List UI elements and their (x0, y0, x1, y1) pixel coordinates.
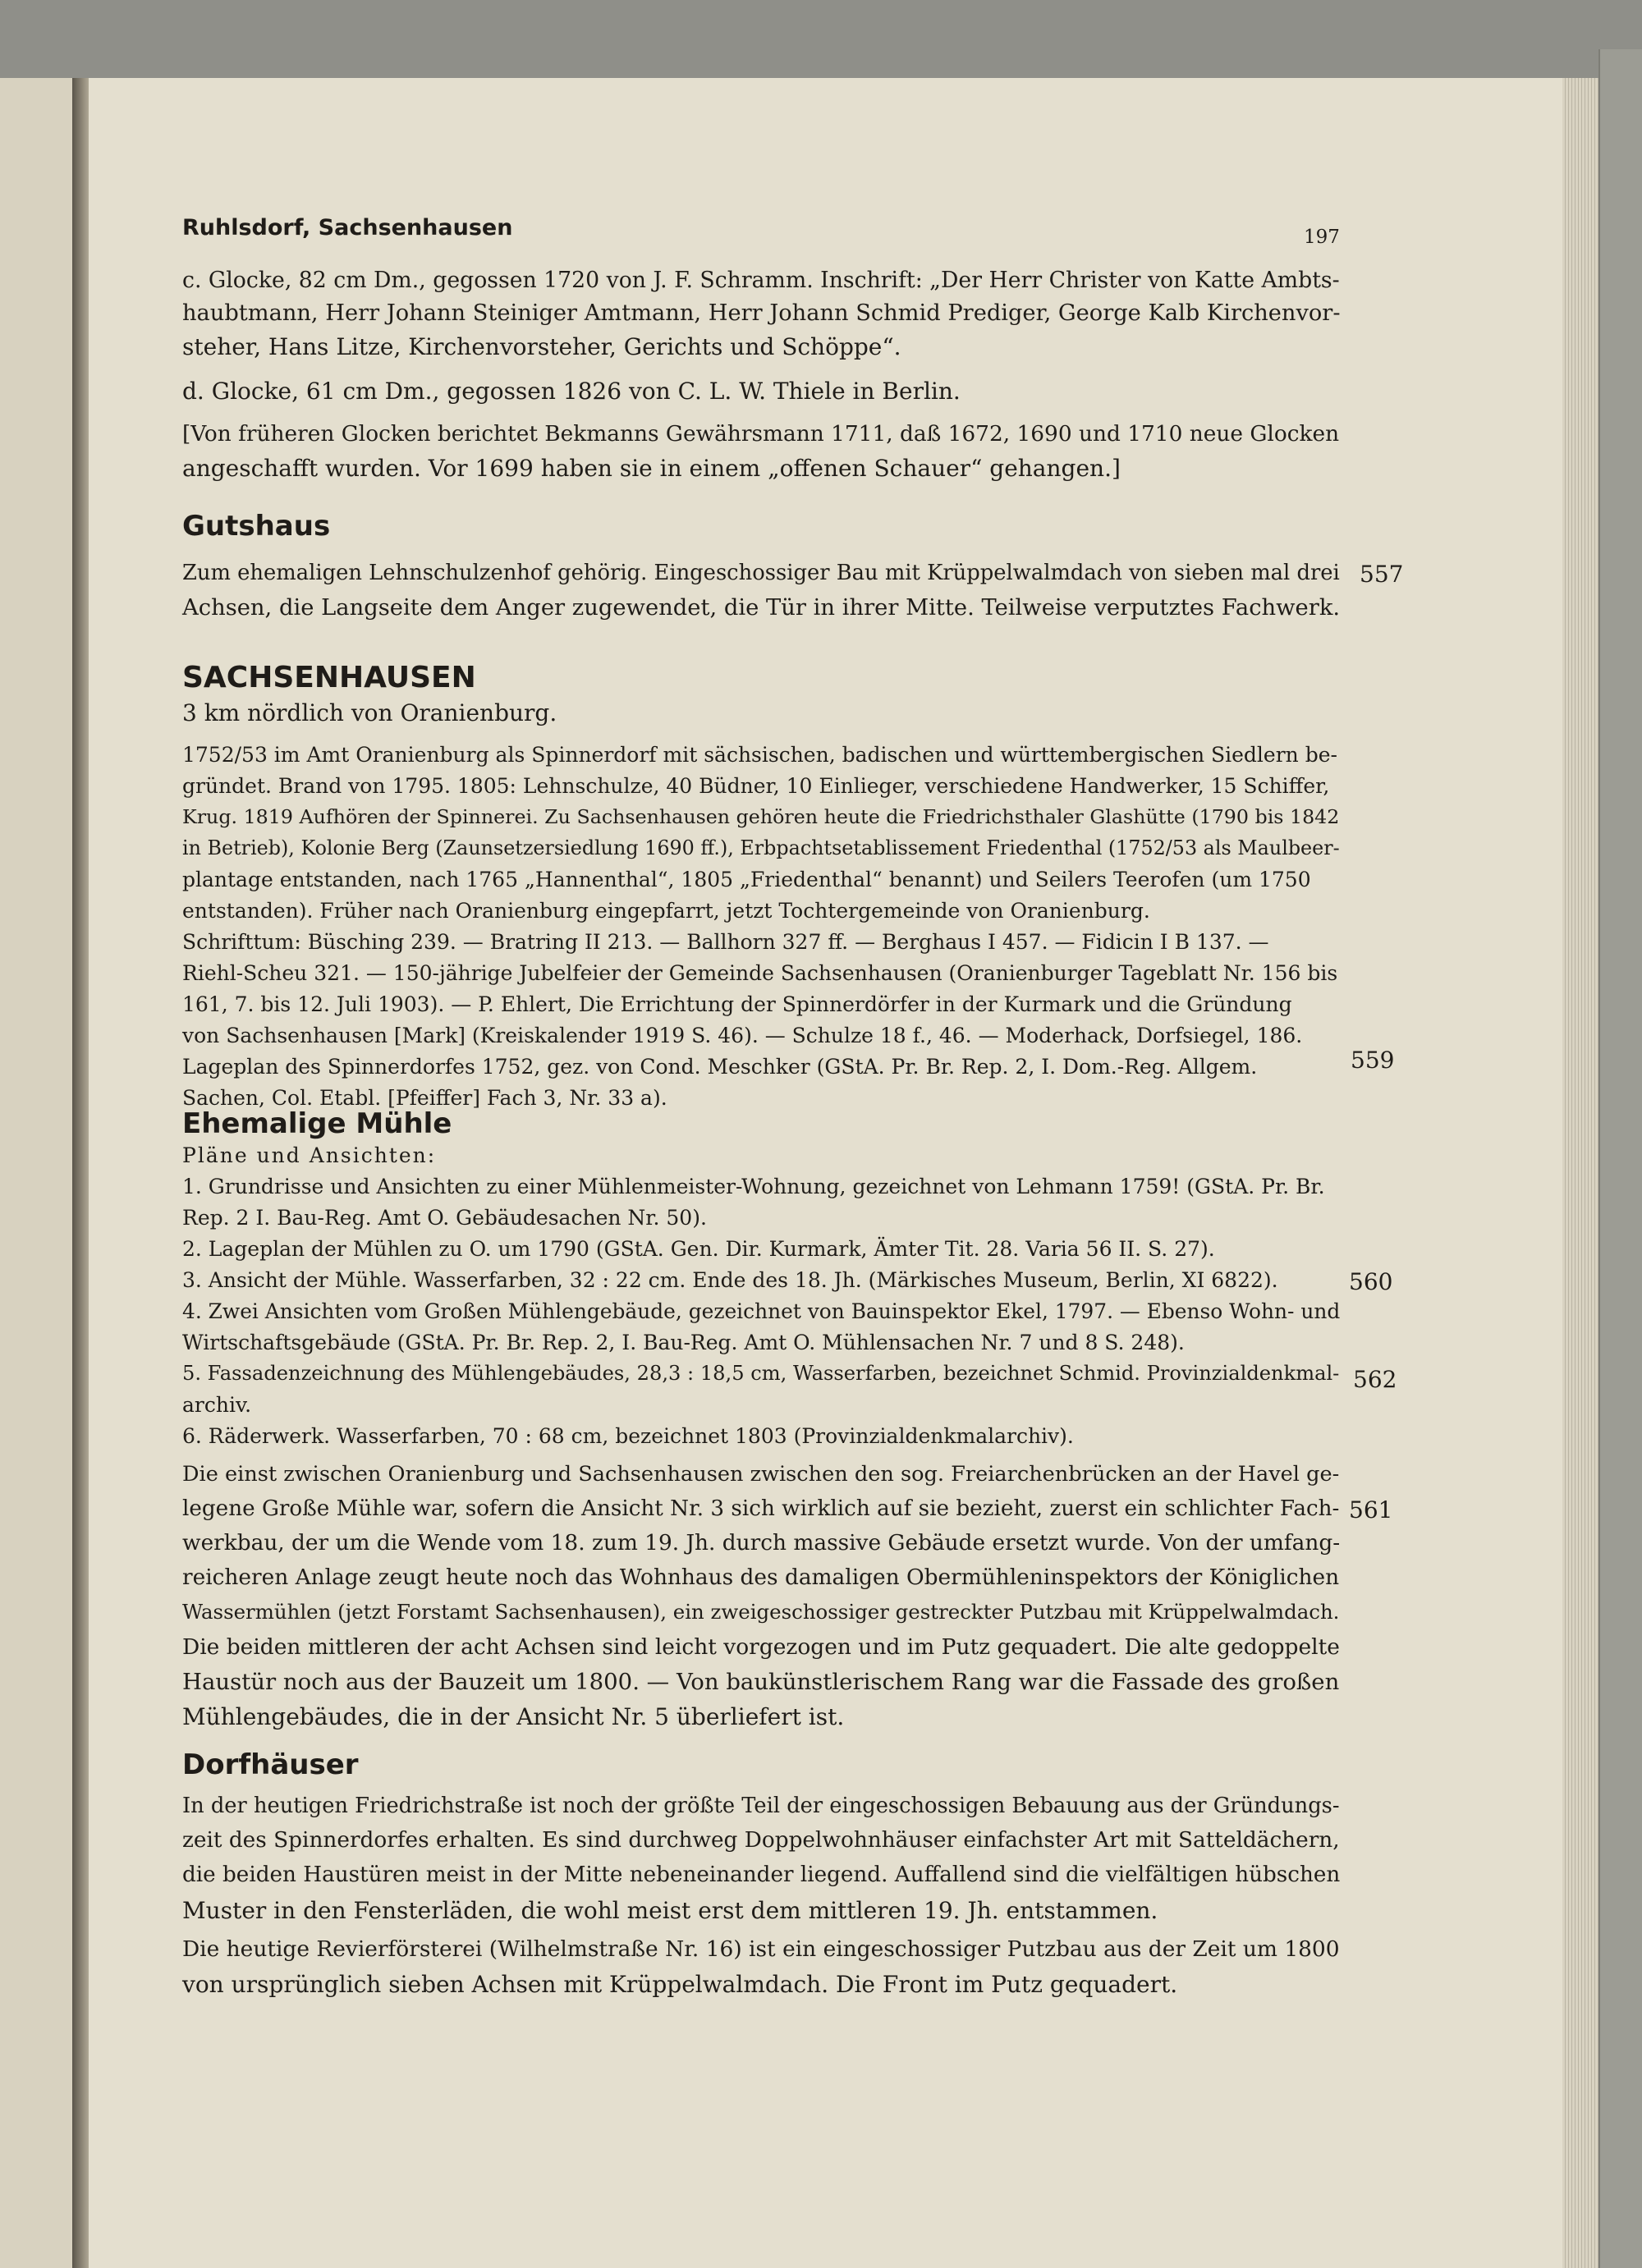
section-heading-dorfhaeuser: Dorfhäuser (182, 1748, 359, 1781)
margin-ref-557: 557 (1360, 561, 1404, 588)
text-line: Achsen, die Langseite dem Anger zugewendet, die Tür in ihrer Mitte. Teilweise verputztes Fachwerk. (182, 595, 1341, 621)
running-title: Ruhlsdorf, Sachsenhausen (182, 215, 513, 241)
literature-line: Sachen, Col. Etabl. [Pfeiffer] Fach 3, Nr. 33 a). (182, 1086, 667, 1110)
place-heading-sachsenhausen: SACHSENHAUSEN (182, 661, 476, 694)
cloth-cover-edge (1598, 49, 1642, 2268)
margin-ref-560: 560 (1349, 1268, 1393, 1295)
text-line: von ursprünglich sieben Achsen mit Krüppelwalmdach. Die Front im Putz gequadert. (182, 1971, 1178, 1998)
plan-item: 2. Lageplan der Mühlen zu O. um 1790 (GStA. Gen. Dir. Kurmark, Ämter Tit. 28. Varia 56 II. S. 27). (182, 1237, 1215, 1261)
text-line: Zum ehemaligen Lehnschulzenhof gehörig. Eingeschossiger Bau mit Krüppelwalmdach von sieben mal drei (182, 561, 1340, 585)
section-heading-gutshaus: Gutshaus (182, 510, 331, 543)
text-line: zeit des Spinnerdorfes erhalten. Es sind durchweg Doppelwohnhäuser einfachster Art mit Satteldächern, (182, 1828, 1340, 1853)
margin-ref-561: 561 (1349, 1496, 1393, 1523)
text-line: angeschafft wurden. Vor 1699 haben sie in einem „offenen Schauer“ gehangen.] (182, 455, 1121, 482)
page-number: 197 (1304, 227, 1340, 248)
history-line: 1752/53 im Amt Oranienburg als Spinnerdorf mit sächsischen, badischen und württembergischen Siedlern be- (182, 743, 1337, 767)
text-line: die beiden Haustüren meist in der Mitte nebeneinander liegend. Auffallend sind die vielfältigen hübschen (182, 1863, 1341, 1887)
page-edges (1562, 78, 1598, 2268)
text-line: werkbau, der um die Wende vom 18. zum 19. Jh. durch massive Gebäude ersetzt wurde. Von der umfang- (182, 1531, 1341, 1556)
history-line: entstanden). Früher nach Oranienburg eingepfarrt, jetzt Tochtergemeinde von Oranienburg. (182, 899, 1150, 923)
text-line: d. Glocke, 61 cm Dm., gegossen 1826 von C. L. W. Thiele in Berlin. (182, 378, 961, 405)
history-line: plantage entstanden, nach 1765 „Hannenthal“, 1805 „Friedenthal“ benannt) und Seilers Teerofen (um 1750 (182, 868, 1311, 891)
history-line: gründet. Brand von 1795. 1805: Lehnschulze, 40 Büdner, 10 Einlieger, verschiedene Handwerker, 15 Schiffer, (182, 774, 1330, 798)
left-page-edge (0, 78, 75, 2268)
text-line: [Von früheren Glocken berichtet Bekmanns Gewährsmann 1711, daß 1672, 1690 und 1710 neue Glocken (182, 422, 1340, 447)
text-line: steher, Hans Litze, Kirchenvorsteher, Gerichts und Schöppe“. (182, 333, 901, 360)
literature-line: Riehl-Scheu 321. — 150-jährige Jubelfeier der Gemeinde Sachsenhausen (Oranienburger Tageblatt Nr. 156 bis (182, 961, 1338, 985)
text-line: In der heutigen Friedrichstraße ist noch der größte Teil der eingeschossigen Bebauung aus der Gründungs- (182, 1794, 1340, 1818)
place-subtitle: 3 km nördlich von Oranienburg. (182, 699, 557, 726)
text-line: haubtmann, Herr Johann Steiniger Amtmann, Herr Johann Schmid Prediger, George Kalb Kirchenvor- (182, 300, 1341, 326)
text-line: reicheren Anlage zeugt heute noch das Wohnhaus des damaligen Obermühleninspektors der Königlichen (182, 1565, 1340, 1590)
plans-heading: Pläne und Ansichten: (182, 1143, 437, 1167)
plan-item: Wirtschaftsgebäude (GStA. Pr. Br. Rep. 2, I. Bau-Reg. Amt O. Mühlensachen Nr. 7 und 8 S. 248). (182, 1331, 1185, 1354)
plan-item: 4. Zwei Ansichten vom Großen Mühlengebäude, gezeichnet von Bauinspektor Ekel, 1797. — Ebenso Wohn- und (182, 1299, 1341, 1323)
literature-line: von Sachsenhausen [Mark] (Kreiskalender 1919 S. 46). — Schulze 18 f., 46. — Moderhack, Dorfsiegel, 186. (182, 1024, 1303, 1047)
history-line: Krug. 1819 Aufhören der Spinnerei. Zu Sachsenhausen gehören heute die Friedrichsthaler Glashütte (1790 bis 1842 (182, 805, 1340, 828)
text-line: Die heutige Revierförsterei (Wilhelmstraße Nr. 16) ist ein eingeschossiger Putzbau aus der Zeit um 1800 (182, 1936, 1340, 1962)
literature-line: 161, 7. bis 12. Juli 1903). — P. Ehlert, Die Errichtung der Spinnerdörfer in der Kurmark und die Gründung (182, 992, 1292, 1016)
margin-ref-559: 559 (1351, 1047, 1395, 1074)
plan-item: 3. Ansicht der Mühle. Wasserfarben, 32 : 22 cm. Ende des 18. Jh. (Märkisches Museum, Berlin, XI 6822). (182, 1268, 1278, 1292)
text-line: legene Große Mühle war, sofern die Ansicht Nr. 3 sich wirklich auf sie bezieht, zuerst ein schlichter Fach- (182, 1496, 1340, 1521)
literature-line: Lageplan des Spinnerdorfes 1752, gez. von Cond. Meschker (GStA. Pr. Br. Rep. 2, I. Dom.-Reg. Allgem. (182, 1055, 1258, 1079)
text-line: Wassermühlen (jetzt Forstamt Sachsenhausen), ein zweigeschossiger gestreckter Putzbau mit Krüppelwalmdach. (182, 1600, 1340, 1624)
text-line: Die einst zwischen Oranienburg und Sachsenhausen zwischen den sog. Freiarchenbrücken an der Havel ge- (182, 1462, 1340, 1487)
literature-line: Schrifttum: Büsching 239. — Bratring II 213. — Ballhorn 327 ff. — Berghaus I 457. — Fidicin I B 137. — (182, 930, 1269, 954)
book-gutter (72, 78, 90, 2268)
plan-item: 1. Grundrisse und Ansichten zu einer Mühlenmeister-Wohnung, gezeichnet von Lehmann 1759! (GStA. Pr. Br. (182, 1175, 1325, 1198)
history-line: in Betrieb), Kolonie Berg (Zaunsetzersiedlung 1690 ff.), Erbpachtsetablissement Friedenthal (1752/53 als Maulbeer- (182, 836, 1340, 859)
section-heading-muehle: Ehemalige Mühle (182, 1107, 452, 1140)
plan-item: 6. Räderwerk. Wasserfarben, 70 : 68 cm, bezeichnet 1803 (Provinzialdenkmalarchiv). (182, 1424, 1074, 1448)
plan-item: Rep. 2 I. Bau-Reg. Amt O. Gebäudesachen Nr. 50). (182, 1206, 707, 1230)
text-line: Muster in den Fensterläden, die wohl meist erst dem mittleren 19. Jh. entstammen. (182, 1897, 1158, 1924)
text-line: Haustür noch aus der Bauzeit um 1800. — Von baukünstlerischem Rang war die Fassade des großen (182, 1669, 1340, 1695)
plan-item: 5. Fassadenzeichnung des Mühlengebäudes, 28,3 : 18,5 cm, Wasserfarben, bezeichnet Schmid. Provinzialdenkmal- (182, 1362, 1340, 1385)
text-line: Die beiden mittleren der acht Achsen sind leicht vorgezogen und im Putz gequadert. Die alte gedoppelte (182, 1634, 1340, 1660)
margin-ref-562: 562 (1353, 1366, 1397, 1393)
text-line: Mühlengebäudes, die in der Ansicht Nr. 5 überliefert ist. (182, 1703, 845, 1730)
text-line: c. Glocke, 82 cm Dm., gegossen 1720 von J. F. Schramm. Inschrift: „Der Herr Christer von Katte Ambts- (182, 268, 1340, 293)
plan-item: archiv. (182, 1393, 252, 1417)
